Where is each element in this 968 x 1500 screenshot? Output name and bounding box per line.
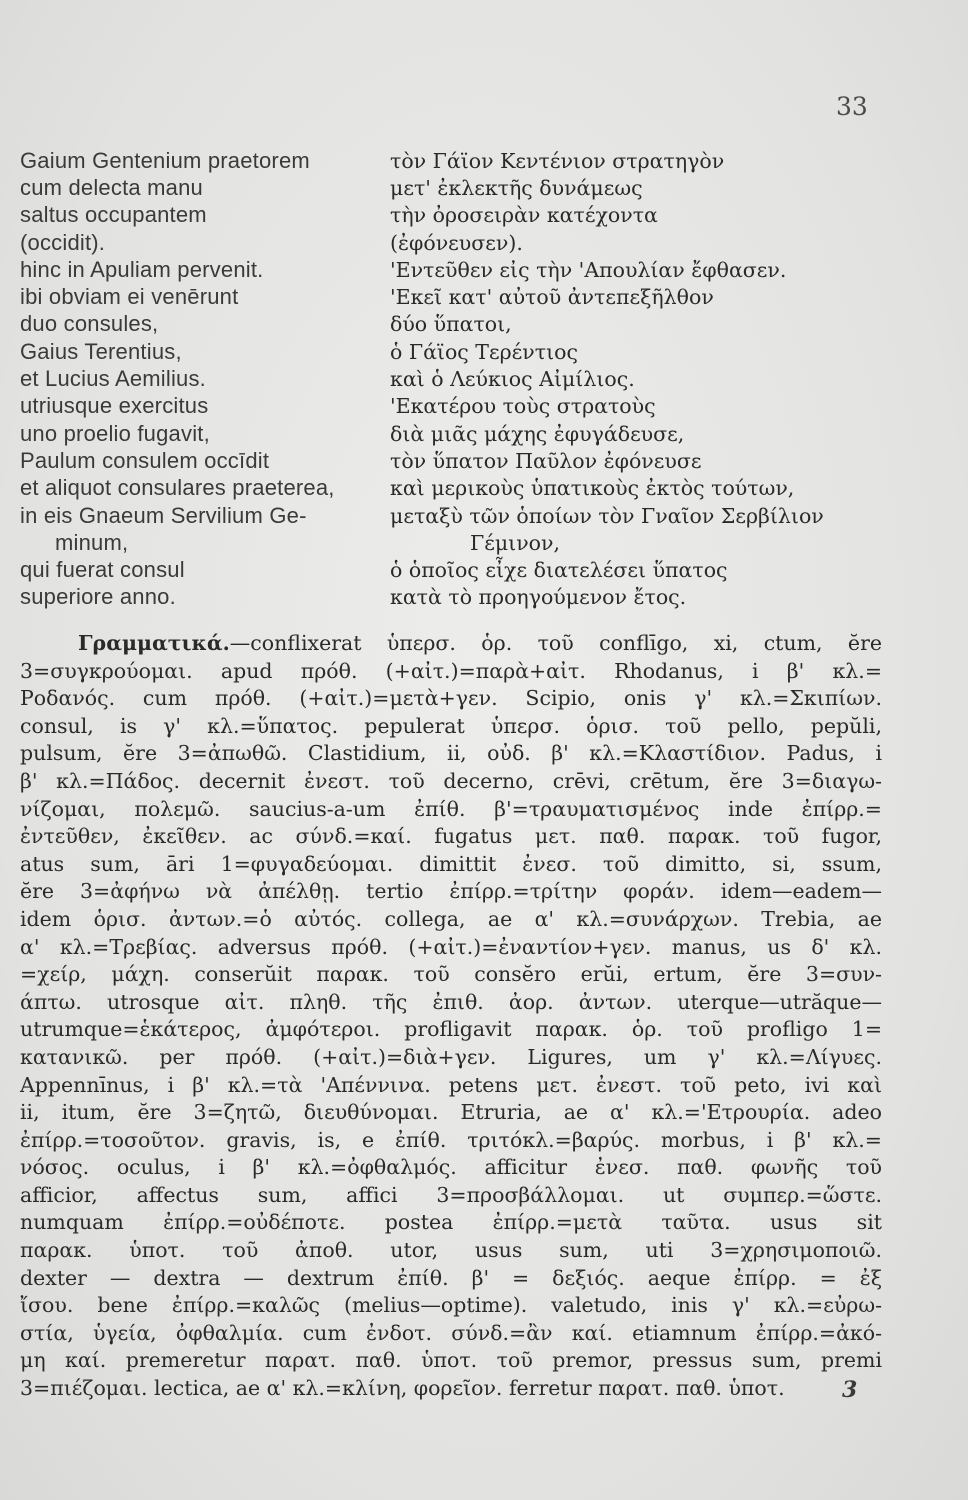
- vocab-line: 3=πιέζομαι. lectica, ae α' κλ.=κλίνη, φορεῖον. ferretur παρατ. παθ. ὑποτ.: [20, 1376, 785, 1401]
- parallel-text: [20, 147, 960, 611]
- vocab-line: dexter — dextra — dextrum ἐπίθ. β' = δεξιός. aeque ἐπίρρ. = ἐξ: [20, 1265, 882, 1290]
- parallel-row: [20, 283, 960, 310]
- vocab-line: α' κλ.=Τρεβίας. adversus πρόθ. (+αἰτ.)=ἐναντίον+γεν. manus, us δ' κλ.: [20, 934, 882, 959]
- latin-line: superiore anno.: [20, 584, 176, 610]
- latin-line: qui fuerat consul: [20, 557, 185, 583]
- greek-line: μεταξὺ τῶν ὁποίων τὸν Γναῖον Σερβίλιον: [390, 503, 824, 528]
- signature-mark: 3: [842, 1377, 858, 1403]
- vocab-line: Ροδανός. cum πρόθ. (+αἰτ.)=μετὰ+γεν. Scipio, onis γ' κλ.=Σκιπίων.: [20, 686, 882, 711]
- parallel-row: [20, 174, 960, 201]
- parallel-row: [20, 256, 960, 283]
- latin-line: Gaius Terentius,: [20, 338, 182, 364]
- latin-line: in eis Gnaeum Servilium Ge-: [20, 502, 307, 528]
- parallel-row: [20, 584, 960, 611]
- greek-line: μετ' ἐκλεκτῆς δυνάμεως: [390, 175, 643, 200]
- vocab-line: 3=συγκρούομαι. apud πρόθ. (+αἰτ.)=παρὰ+αἰτ. Rhodanus, i β' κλ.=: [20, 658, 882, 683]
- latin-line: saltus occupantem: [20, 202, 207, 228]
- vocab-line: μη καί. premeretur παρατ. παθ. ὑποτ. τοῦ premor, pressus sum, premi: [20, 1348, 882, 1373]
- vocab-line: κατανικῶ. per πρόθ. (+αἰτ.)=διὰ+γεν. Ligures, um γ' κλ.=Λίγυες.: [20, 1044, 882, 1069]
- greek-line: κατὰ τὸ προηγούμενον ἔτος.: [390, 585, 687, 610]
- latin-line: Paulum consulem occīdit: [20, 447, 270, 473]
- vocab-line: ĕre 3=ἀφήνω νὰ ἀπέλθῃ. tertio ἐπίρρ.=τρίτην φοράν. idem—eadem—: [20, 879, 882, 904]
- vocab-line: atus sum, āri 1=φυγαδεύομαι. dimittit ἐνεσ. τοῦ dimitto, si, ssum,: [20, 851, 882, 876]
- vocab-line: utrumque=ἑκάτερος, ἀμφότεροι. profligavit παρακ. ὁρ. τοῦ profligo 1=: [20, 1017, 882, 1042]
- parallel-row: [20, 393, 960, 420]
- vocab-line: στία, ὑγεία, ὀφθαλμία. cum ἐνδοτ. σύνδ.=ἂν καί. etiamnum ἐπίρρ.=ἀκό-: [20, 1320, 882, 1345]
- latin-line: minum,: [55, 529, 129, 555]
- vocab-line: νόσος. oculus, i β' κλ.=ὀφθαλμός. afficitur ἐνεσ. παθ. φωνῆς τοῦ: [20, 1155, 882, 1180]
- vocab-line: ἴσου. bene ἐπίρρ.=καλῶς (melius—optime). valetudo, inis γ' κλ.=εὐρω-: [20, 1293, 882, 1318]
- parallel-row: [20, 502, 960, 529]
- vocab-line: ii, itum, ĕre 3=ζητῶ, διευθύνομαι. Etruria, ae α' κλ.='Ετρουρία. adeo: [20, 1100, 882, 1125]
- greek-line: τὸν ὕπατον Παῦλον ἐφόνευσε: [390, 448, 702, 473]
- vocab-line: pulsum, ĕre 3=ἀπωθῶ. Clastidium, ii, οὐδ. β' κλ.=Κλαστίδιον. Padus, i: [20, 741, 882, 766]
- parallel-row: [20, 556, 960, 583]
- greek-line: τὸν Γάϊον Κεντένιον στρατηγὸν: [390, 148, 725, 173]
- vocabulary-notes: [20, 630, 882, 1403]
- vocab-line: ἐντεῦθεν, ἐκεῖθεν. ac σύνδ.=καί. fugatus μετ. παθ. παρακ. τοῦ fugor,: [20, 824, 882, 849]
- parallel-row: [20, 202, 960, 229]
- latin-line: (occidit).: [20, 229, 106, 255]
- latin-line: utriusque exercitus: [20, 393, 209, 419]
- parallel-row: [20, 338, 960, 365]
- vocab-line: άπτω. utrosque αἰτ. πληθ. τῆς ἐπιθ. ἀορ. ἀντων. uterque—utrăque—: [20, 989, 882, 1014]
- greek-line: τὴν ὀροσειρὰν κατέχοντα: [390, 203, 658, 228]
- latin-line: ibi obviam ei venērunt: [20, 284, 239, 310]
- greek-line: ὁ ὁποῖος εἶχε διατελέσει ὕπατος: [390, 558, 728, 583]
- parallel-row: [20, 147, 960, 174]
- vocab-heading: Γραμματικά.: [78, 631, 230, 655]
- parallel-row: [20, 365, 960, 392]
- greek-line: 'Εκεῖ κατ' αὐτοῦ ἀντεπεξῆλθον: [390, 285, 714, 310]
- parallel-row: [20, 447, 960, 474]
- greek-line: 'Εντεῦθεν εἰς τὴν 'Απουλίαν ἔφθασεν.: [390, 257, 787, 282]
- latin-line: duo consules,: [20, 311, 159, 337]
- parallel-row: [20, 529, 960, 556]
- greek-line: Γέμινον,: [470, 530, 560, 555]
- greek-line: καὶ μερικοὺς ὑπατικοὺς ἐκτὸς τούτων,: [390, 476, 795, 501]
- page-number: 33: [836, 92, 868, 121]
- latin-line: et Lucius Aemilius.: [20, 366, 206, 392]
- vocab-line: [20, 630, 882, 658]
- greek-line: (ἐφόνευσεν).: [390, 230, 523, 255]
- vocab-line: afficior, affectus sum, affici 3=προσβάλλομαι. ut συμπερ.=ὥστε.: [20, 1182, 882, 1207]
- vocab-line: παρακ. ὑποτ. τοῦ ἀποθ. utor, usus sum, uti 3=χρησιμοποιῶ.: [20, 1238, 882, 1263]
- vocab-line: ἐπίρρ.=τοσοῦτον. gravis, is, e ἐπίθ. τριτόκλ.=βαρύς. morbus, i β' κλ.=: [20, 1127, 882, 1152]
- latin-line: et aliquot consulares praeterea,: [20, 475, 335, 501]
- latin-line: cum delecta manu: [20, 174, 203, 200]
- greek-line: δύο ὕπατοι,: [390, 312, 512, 337]
- vocab-line: =χείρ, μάχη. conserŭit παρακ. τοῦ consĕro erŭi, ertum, ĕre 3=συν-: [20, 962, 882, 987]
- parallel-row: [20, 311, 960, 338]
- parallel-row: [20, 420, 960, 447]
- parallel-row: [20, 475, 960, 502]
- parallel-row: [20, 229, 960, 256]
- vocab-line: idem ὁρισ. ἀντων.=ὁ αὐτός. collega, ae α' κλ.=συνάρχων. Trebia, ae: [20, 906, 882, 931]
- latin-line: Gaium Gentenium praetorem: [20, 147, 310, 173]
- greek-line: ὁ Γάϊος Τερέντιος: [390, 339, 578, 364]
- vocab-text: —conflixerat ὑπερσ. ὁρ. τοῦ conflīgo, xi, ctum, ĕre: [229, 631, 882, 655]
- vocab-line: consul, is γ' κλ.=ὕπατος. pepulerat ὑπερσ. ὁρισ. τοῦ pello, pepŭli,: [20, 713, 882, 738]
- vocab-line: Appennīnus, i β' κλ.=τὰ 'Απέννινα. petens μετ. ἐνεστ. τοῦ peto, ivi καὶ: [20, 1072, 882, 1097]
- greek-line: 'Εκατέρου τοὺς στρατοὺς: [390, 394, 656, 419]
- vocab-line: β' κλ.=Πάδος. decernit ἐνεστ. τοῦ decerno, crēvi, crētum, ĕre 3=διαγω-: [20, 768, 882, 793]
- greek-line: διὰ μιᾶς μάχης ἐφυγάδευσε,: [390, 421, 685, 446]
- vocab-line: νίζομαι, πολεμῶ. saucius-a-um ἐπίθ. β'=τραυματισμένος inde ἐπίρρ.=: [20, 796, 882, 821]
- latin-line: uno proelio fugavit,: [20, 420, 210, 446]
- latin-line: hinc in Apuliam pervenit.: [20, 256, 264, 282]
- vocab-line: numquam ἐπίρρ.=οὐδέποτε. postea ἐπίρρ.=μετὰ ταῦτα. usus sit: [20, 1210, 882, 1235]
- greek-line: καὶ ὁ Λεύκιος Αἰμίλιος.: [390, 367, 635, 392]
